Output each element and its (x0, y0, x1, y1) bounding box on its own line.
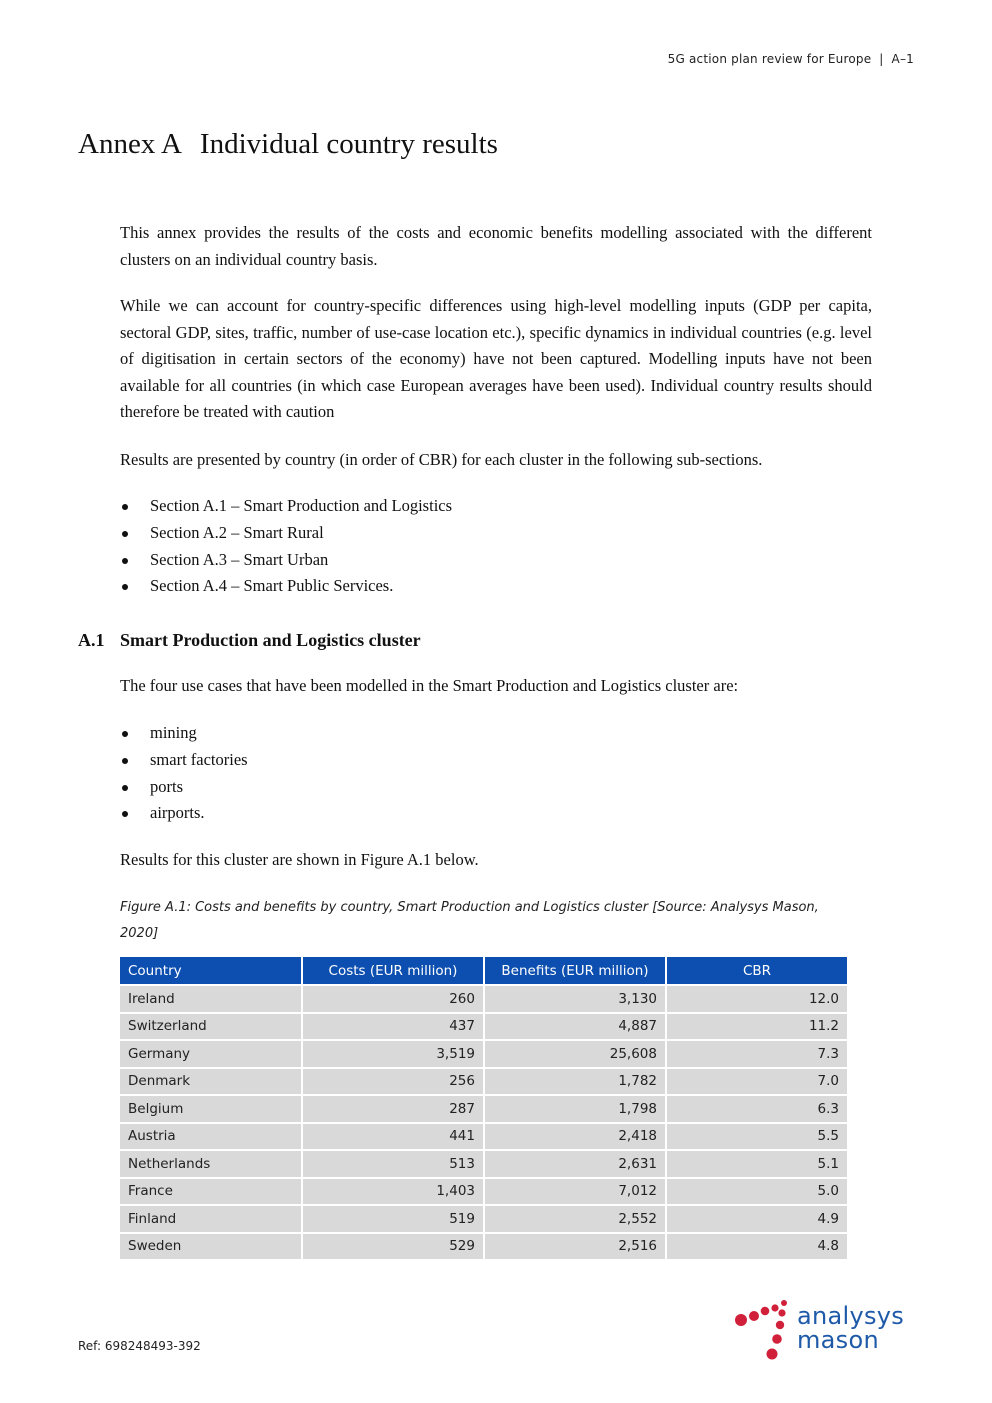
intro-paragraph-2: While we can account for country-specific differences using high-level modelling inputs (GDP per capita, sectoral GDP, sites, traffic, number of use-case location etc.), specific dynamics in individual countries (e.g. level of digitisation in certain sectors of the economy) have not been captured. Modelling inputs have not been available for all countries (in which case European averages have been used). Individual country results should therefore be treated with caution (120, 296, 872, 421)
list-item: Section A.4 – Smart Public Services. (120, 573, 452, 600)
cell-country: Sweden (120, 1234, 301, 1260)
list-item: mining (120, 720, 248, 747)
cell-cbr: 7.3 (667, 1041, 847, 1067)
bullet-icon (122, 504, 128, 510)
table-row (120, 1124, 847, 1150)
section-lead: The four use cases that have been modelled in the Smart Production and Logistics cluster are: (120, 676, 739, 695)
cell-cbr: 12.0 (667, 986, 847, 1012)
figure-caption: Figure A.1: Costs and benefits by country, Smart Production and Logistics cluster [Source: Analysys Mason, 2020] (120, 900, 819, 941)
bullet-icon (122, 758, 128, 764)
results-note: Results for this cluster are shown in Figure A.1 below. (120, 850, 479, 869)
cell-cbr: 7.0 (667, 1069, 847, 1095)
cell-country: Finland (120, 1206, 301, 1232)
bullet-icon (122, 785, 128, 791)
table-row (120, 1014, 847, 1040)
list-item: airports. (120, 800, 248, 827)
table-row (120, 986, 847, 1012)
cell-country: Belgium (120, 1096, 301, 1122)
column-header-cbr: CBR (667, 957, 847, 984)
list-item: Section A.3 – Smart Urban (120, 547, 452, 574)
cell-benefits: 25,608 (485, 1041, 665, 1067)
bullet-icon (122, 731, 128, 737)
cell-costs: 256 (303, 1069, 483, 1095)
cell-costs: 1,403 (303, 1179, 483, 1205)
cell-costs: 287 (303, 1096, 483, 1122)
table-row (120, 1151, 847, 1177)
section-title: Smart Production and Logistics cluster (120, 630, 421, 650)
section-number: A.1 (78, 630, 105, 650)
cell-costs: 441 (303, 1124, 483, 1150)
cell-country: Switzerland (120, 1014, 301, 1040)
column-header-benefits: Benefits (EUR million) (485, 957, 665, 984)
cell-costs: 519 (303, 1206, 483, 1232)
cell-benefits: 1,782 (485, 1069, 665, 1095)
column-header-costs: Costs (EUR million) (303, 957, 483, 984)
cell-country: Ireland (120, 986, 301, 1012)
cell-cbr: 5.1 (667, 1151, 847, 1177)
section-heading (78, 630, 421, 651)
cell-cbr: 6.3 (667, 1096, 847, 1122)
running-header (668, 52, 914, 66)
results-table (118, 955, 849, 1261)
cell-costs: 260 (303, 986, 483, 1012)
cell-cbr: 5.0 (667, 1179, 847, 1205)
table-row (120, 1069, 847, 1095)
cell-benefits: 1,798 (485, 1096, 665, 1122)
table-header-row (120, 957, 847, 984)
cell-country: Austria (120, 1124, 301, 1150)
annex-number: Annex A (78, 128, 182, 160)
intro-paragraph-3: Results are presented by country (in order of CBR) for each cluster in the following sub-sections. (120, 450, 763, 469)
list-item: Section A.2 – Smart Rural (120, 520, 452, 547)
logo-wordmark: analysys mason (797, 1302, 905, 1354)
cell-country: Denmark (120, 1069, 301, 1095)
table-row (120, 1206, 847, 1232)
bullet-icon (122, 558, 128, 564)
cell-benefits: 4,887 (485, 1014, 665, 1040)
cell-costs: 529 (303, 1234, 483, 1260)
list-item: ports (120, 774, 248, 801)
running-title: 5G action plan review for Europe (667, 52, 872, 66)
cell-country: France (120, 1179, 301, 1205)
table-row (120, 1234, 847, 1260)
bullet-icon (122, 584, 128, 590)
intro-paragraph-1: This annex provides the results of the costs and economic benefits modelling associated with the different clusters on an individual country basis. (120, 223, 872, 269)
cell-cbr: 5.5 (667, 1124, 847, 1150)
cell-costs: 3,519 (303, 1041, 483, 1067)
document-reference: Ref: 698248493-392 (78, 1339, 201, 1353)
analysys-mason-logo (732, 1298, 922, 1362)
list-item: smart factories (120, 747, 248, 774)
use-cases-list (120, 720, 248, 827)
cell-benefits: 3,130 (485, 986, 665, 1012)
cell-benefits: 2,631 (485, 1151, 665, 1177)
cell-benefits: 7,012 (485, 1179, 665, 1205)
cell-costs: 513 (303, 1151, 483, 1177)
cell-benefits: 2,552 (485, 1206, 665, 1232)
page-number: A–1 (891, 52, 914, 66)
table-row (120, 1179, 847, 1205)
logo-dots-icon (732, 1298, 796, 1362)
cell-cbr: 4.9 (667, 1206, 847, 1232)
list-item: Section A.1 – Smart Production and Logistics (120, 493, 452, 520)
table-row (120, 1096, 847, 1122)
cell-country: Germany (120, 1041, 301, 1067)
bullet-icon (122, 531, 128, 537)
annex-title (78, 128, 498, 161)
cell-costs: 437 (303, 1014, 483, 1040)
cell-cbr: 11.2 (667, 1014, 847, 1040)
cell-benefits: 2,516 (485, 1234, 665, 1260)
column-header-country: Country (120, 957, 301, 984)
sections-list (120, 493, 452, 600)
table-row (120, 1041, 847, 1067)
annex-title-text: Individual country results (199, 128, 498, 160)
cell-benefits: 2,418 (485, 1124, 665, 1150)
bullet-icon (122, 811, 128, 817)
header-separator: | (879, 52, 884, 66)
cell-country: Netherlands (120, 1151, 301, 1177)
cell-cbr: 4.8 (667, 1234, 847, 1260)
